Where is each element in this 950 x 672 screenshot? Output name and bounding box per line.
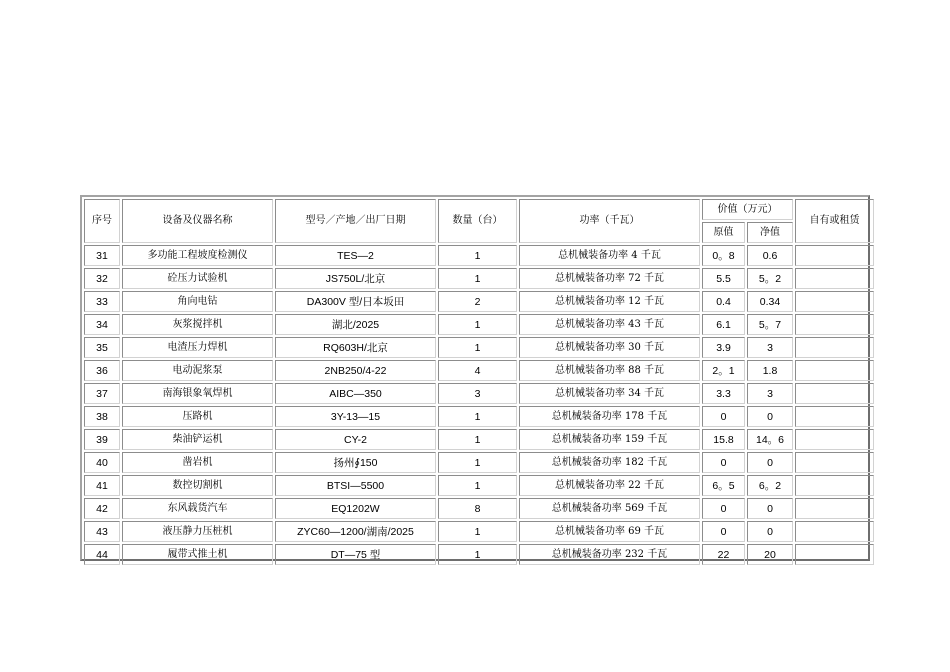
cell-model: DA300V 型/日本坂田 <box>275 291 436 312</box>
header-row <box>84 199 874 220</box>
cell-model: 湖北/2025 <box>275 314 436 335</box>
cell-own-or-lease <box>795 452 874 473</box>
cell-original-value: 22 <box>702 544 745 565</box>
cell-power: 总机械装备功率 4 千瓦 <box>519 245 700 266</box>
cell-seq: 42 <box>84 498 120 519</box>
cell-model: 2NB250/4-22 <box>275 360 436 381</box>
cell-qty: 8 <box>438 498 517 519</box>
cell-own-or-lease <box>795 475 874 496</box>
cell-net-value: 0 <box>747 406 793 427</box>
table-row <box>84 337 874 358</box>
cell-name: 电动泥浆泵 <box>122 360 273 381</box>
cell-model: JS750L/北京 <box>275 268 436 289</box>
cell-own-or-lease <box>795 245 874 266</box>
header-name: 设备及仪器名称 <box>122 199 273 243</box>
cell-seq: 33 <box>84 291 120 312</box>
cell-qty: 1 <box>438 314 517 335</box>
table-row <box>84 383 874 404</box>
cell-seq: 39 <box>84 429 120 450</box>
cell-original-value: 0 <box>702 521 745 542</box>
cell-seq: 38 <box>84 406 120 427</box>
table-row <box>84 360 874 381</box>
cell-own-or-lease <box>795 360 874 381</box>
cell-net-value: 20 <box>747 544 793 565</box>
cell-model: ZYC60—1200/湖南/2025 <box>275 521 436 542</box>
cell-seq: 35 <box>84 337 120 358</box>
cell-model: TES—2 <box>275 245 436 266</box>
cell-original-value: 3.9 <box>702 337 745 358</box>
cell-net-value: 0 <box>747 521 793 542</box>
cell-own-or-lease <box>795 498 874 519</box>
cell-net-value: 3 <box>747 337 793 358</box>
cell-qty: 1 <box>438 521 517 542</box>
cell-name: 东风载货汽车 <box>122 498 273 519</box>
cell-net-value: 5。2 <box>747 268 793 289</box>
cell-name: 柴油铲运机 <box>122 429 273 450</box>
cell-model: BTSI—5500 <box>275 475 436 496</box>
cell-model: 扬州∮150 <box>275 452 436 473</box>
cell-own-or-lease <box>795 429 874 450</box>
cell-own-or-lease <box>795 314 874 335</box>
cell-name: 压路机 <box>122 406 273 427</box>
cell-seq: 43 <box>84 521 120 542</box>
cell-qty: 1 <box>438 544 517 565</box>
cell-net-value: 1.8 <box>747 360 793 381</box>
cell-original-value: 0。8 <box>702 245 745 266</box>
cell-power: 总机械装备功率 72 千瓦 <box>519 268 700 289</box>
cell-name: 角向电钻 <box>122 291 273 312</box>
cell-net-value: 0 <box>747 498 793 519</box>
header-own: 自有或租赁 <box>795 199 874 243</box>
cell-name: 履带式推土机 <box>122 544 273 565</box>
header-power: 功率（千瓦） <box>519 199 700 243</box>
cell-net-value: 14。6 <box>747 429 793 450</box>
cell-qty: 1 <box>438 429 517 450</box>
table-row <box>84 498 874 519</box>
cell-power: 总机械装备功率 232 千瓦 <box>519 544 700 565</box>
cell-net-value: 3 <box>747 383 793 404</box>
cell-power: 总机械装备功率 30 千瓦 <box>519 337 700 358</box>
cell-name: 灰浆搅拌机 <box>122 314 273 335</box>
cell-qty: 1 <box>438 452 517 473</box>
cell-net-value: 0.34 <box>747 291 793 312</box>
cell-original-value: 0 <box>702 498 745 519</box>
cell-power: 总机械装备功率 182 千瓦 <box>519 452 700 473</box>
cell-own-or-lease <box>795 544 874 565</box>
cell-power: 总机械装备功率 22 千瓦 <box>519 475 700 496</box>
cell-net-value: 5。7 <box>747 314 793 335</box>
cell-original-value: 3.3 <box>702 383 745 404</box>
table-row <box>84 291 874 312</box>
cell-seq: 40 <box>84 452 120 473</box>
cell-seq: 37 <box>84 383 120 404</box>
cell-original-value: 2。1 <box>702 360 745 381</box>
cell-own-or-lease <box>795 521 874 542</box>
cell-qty: 1 <box>438 406 517 427</box>
cell-net-value: 0 <box>747 452 793 473</box>
cell-model: AIBC—350 <box>275 383 436 404</box>
table-row <box>84 406 874 427</box>
cell-qty: 1 <box>438 268 517 289</box>
cell-seq: 41 <box>84 475 120 496</box>
cell-own-or-lease <box>795 268 874 289</box>
cell-original-value: 6。5 <box>702 475 745 496</box>
table-row <box>84 429 874 450</box>
table-row <box>84 245 874 266</box>
cell-name: 多功能工程坡度检测仪 <box>122 245 273 266</box>
cell-original-value: 0 <box>702 406 745 427</box>
cell-own-or-lease <box>795 337 874 358</box>
cell-qty: 1 <box>438 245 517 266</box>
cell-power: 总机械装备功率 88 千瓦 <box>519 360 700 381</box>
table-row <box>84 521 874 542</box>
cell-model: 3Y-13—15 <box>275 406 436 427</box>
table-row <box>84 314 874 335</box>
cell-power: 总机械装备功率 69 千瓦 <box>519 521 700 542</box>
table-row <box>84 475 874 496</box>
cell-qty: 4 <box>438 360 517 381</box>
cell-power: 总机械装备功率 569 千瓦 <box>519 498 700 519</box>
cell-power: 总机械装备功率 159 千瓦 <box>519 429 700 450</box>
table-row <box>84 544 874 565</box>
cell-seq: 34 <box>84 314 120 335</box>
cell-qty: 2 <box>438 291 517 312</box>
header-net: 净值 <box>747 222 793 243</box>
cell-seq: 31 <box>84 245 120 266</box>
header-qty: 数量（台） <box>438 199 517 243</box>
header-value: 价值（万元） <box>702 199 793 220</box>
cell-name: 南海银象氧焊机 <box>122 383 273 404</box>
equipment-table <box>82 197 876 567</box>
cell-own-or-lease <box>795 383 874 404</box>
cell-seq: 32 <box>84 268 120 289</box>
cell-power: 总机械装备功率 178 千瓦 <box>519 406 700 427</box>
header-original: 原值 <box>702 222 745 243</box>
header-model: 型号／产地／出厂日期 <box>275 199 436 243</box>
cell-seq: 36 <box>84 360 120 381</box>
equipment-table-frame <box>80 195 870 561</box>
cell-power: 总机械装备功率 43 千瓦 <box>519 314 700 335</box>
cell-qty: 3 <box>438 383 517 404</box>
cell-seq: 44 <box>84 544 120 565</box>
cell-power: 总机械装备功率 12 千瓦 <box>519 291 700 312</box>
cell-power: 总机械装备功率 34 千瓦 <box>519 383 700 404</box>
cell-name: 砼压力试验机 <box>122 268 273 289</box>
cell-model: RQ603H/北京 <box>275 337 436 358</box>
cell-name: 数控切割机 <box>122 475 273 496</box>
cell-original-value: 0.4 <box>702 291 745 312</box>
cell-model: EQ1202W <box>275 498 436 519</box>
cell-net-value: 6。2 <box>747 475 793 496</box>
cell-qty: 1 <box>438 475 517 496</box>
cell-original-value: 6.1 <box>702 314 745 335</box>
cell-model: DT—75 型 <box>275 544 436 565</box>
cell-net-value: 0.6 <box>747 245 793 266</box>
cell-original-value: 5.5 <box>702 268 745 289</box>
cell-own-or-lease <box>795 291 874 312</box>
cell-name: 凿岩机 <box>122 452 273 473</box>
cell-name: 电渣压力焊机 <box>122 337 273 358</box>
cell-original-value: 0 <box>702 452 745 473</box>
header-seq: 序号 <box>84 199 120 243</box>
cell-qty: 1 <box>438 337 517 358</box>
cell-own-or-lease <box>795 406 874 427</box>
table-row <box>84 452 874 473</box>
cell-original-value: 15.8 <box>702 429 745 450</box>
cell-name: 液压静力压桩机 <box>122 521 273 542</box>
cell-model: CY-2 <box>275 429 436 450</box>
table-row <box>84 268 874 289</box>
